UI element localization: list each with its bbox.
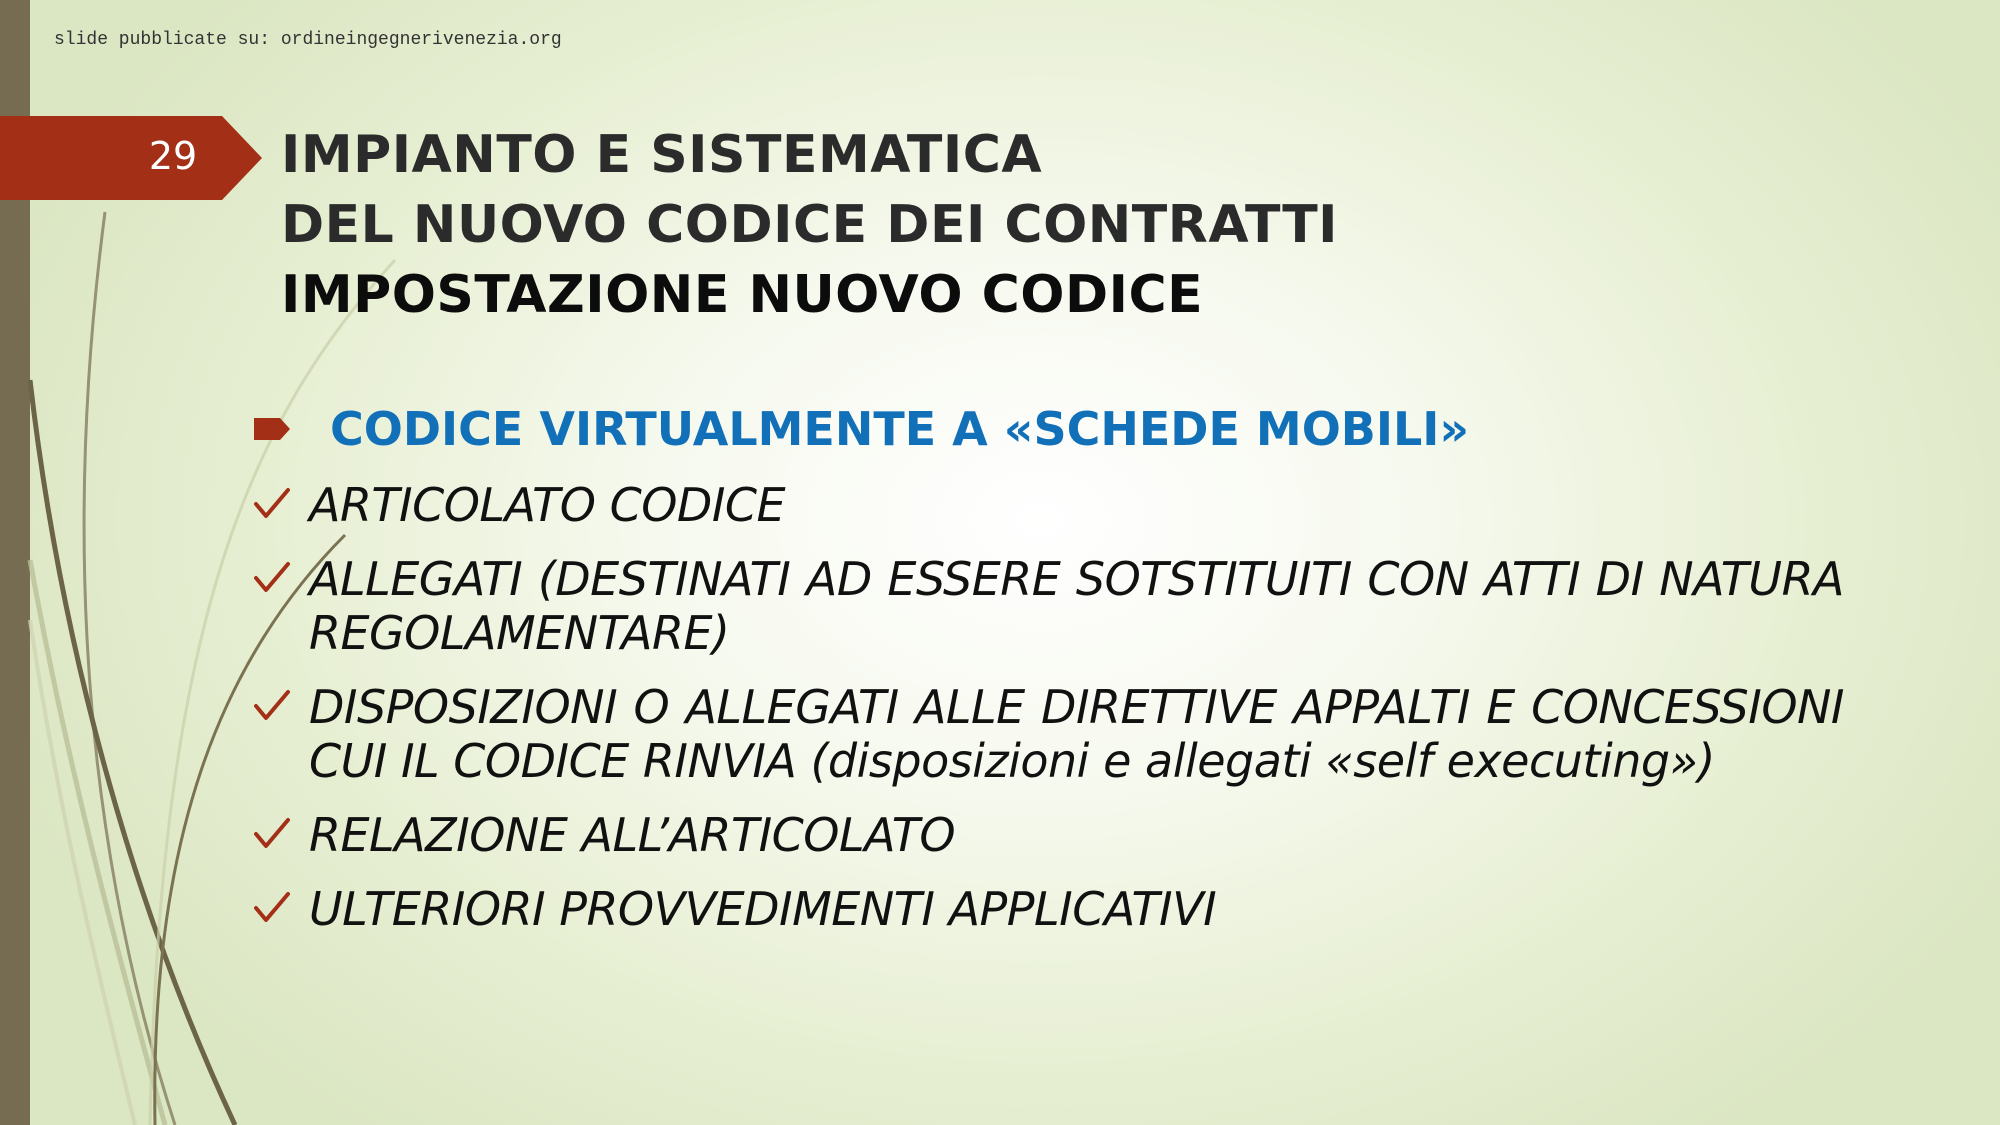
list-item — [254, 882, 1844, 936]
list-item — [254, 808, 1844, 862]
checkmark-icon — [254, 560, 290, 594]
source-note: slide pubblicate su: ordineingegnerivenezia.org — [54, 30, 562, 50]
list-item-text: RELAZIONE ALL’ARTICOLATO — [309, 808, 956, 862]
slide-number: 29 — [148, 134, 198, 178]
list-item-text: DISPOSIZIONI O ALLEGATI ALLE DIRETTIVE APPALTI E CONCESSIONI CUI IL CODICE RINVIA (disposizioni e allegati «self executing») — [309, 680, 1844, 788]
slide-title — [281, 120, 1881, 330]
arrow-bullet-icon — [254, 415, 292, 443]
lead-bullet — [254, 402, 1854, 456]
list-item-text: ULTERIORI PROVVEDIMENTI APPLICATIVI — [309, 882, 1217, 936]
title-line-1: IMPIANTO E SISTEMATICA — [281, 125, 1043, 185]
list-item-text: ALLEGATI (DESTINATI AD ESSERE SOTSTITUITI CON ATTI DI NATURA REGOLAMENTARE) — [309, 552, 1844, 660]
lead-bullet-text: CODICE VIRTUALMENTE A «SCHEDE MOBILI» — [330, 402, 1470, 456]
checkmark-icon — [254, 890, 290, 924]
checklist — [254, 478, 1844, 956]
list-item — [254, 680, 1844, 788]
list-item — [254, 478, 1844, 532]
list-item — [254, 552, 1844, 660]
title-line-3: IMPOSTAZIONE NUOVO CODICE — [281, 265, 1204, 325]
title-line-2: DEL NUOVO CODICE DEI CONTRATTI — [281, 195, 1339, 255]
checkmark-icon — [254, 486, 290, 520]
checkmark-icon — [254, 816, 290, 850]
list-item-text: ARTICOLATO CODICE — [309, 478, 786, 532]
checkmark-icon — [254, 688, 290, 722]
